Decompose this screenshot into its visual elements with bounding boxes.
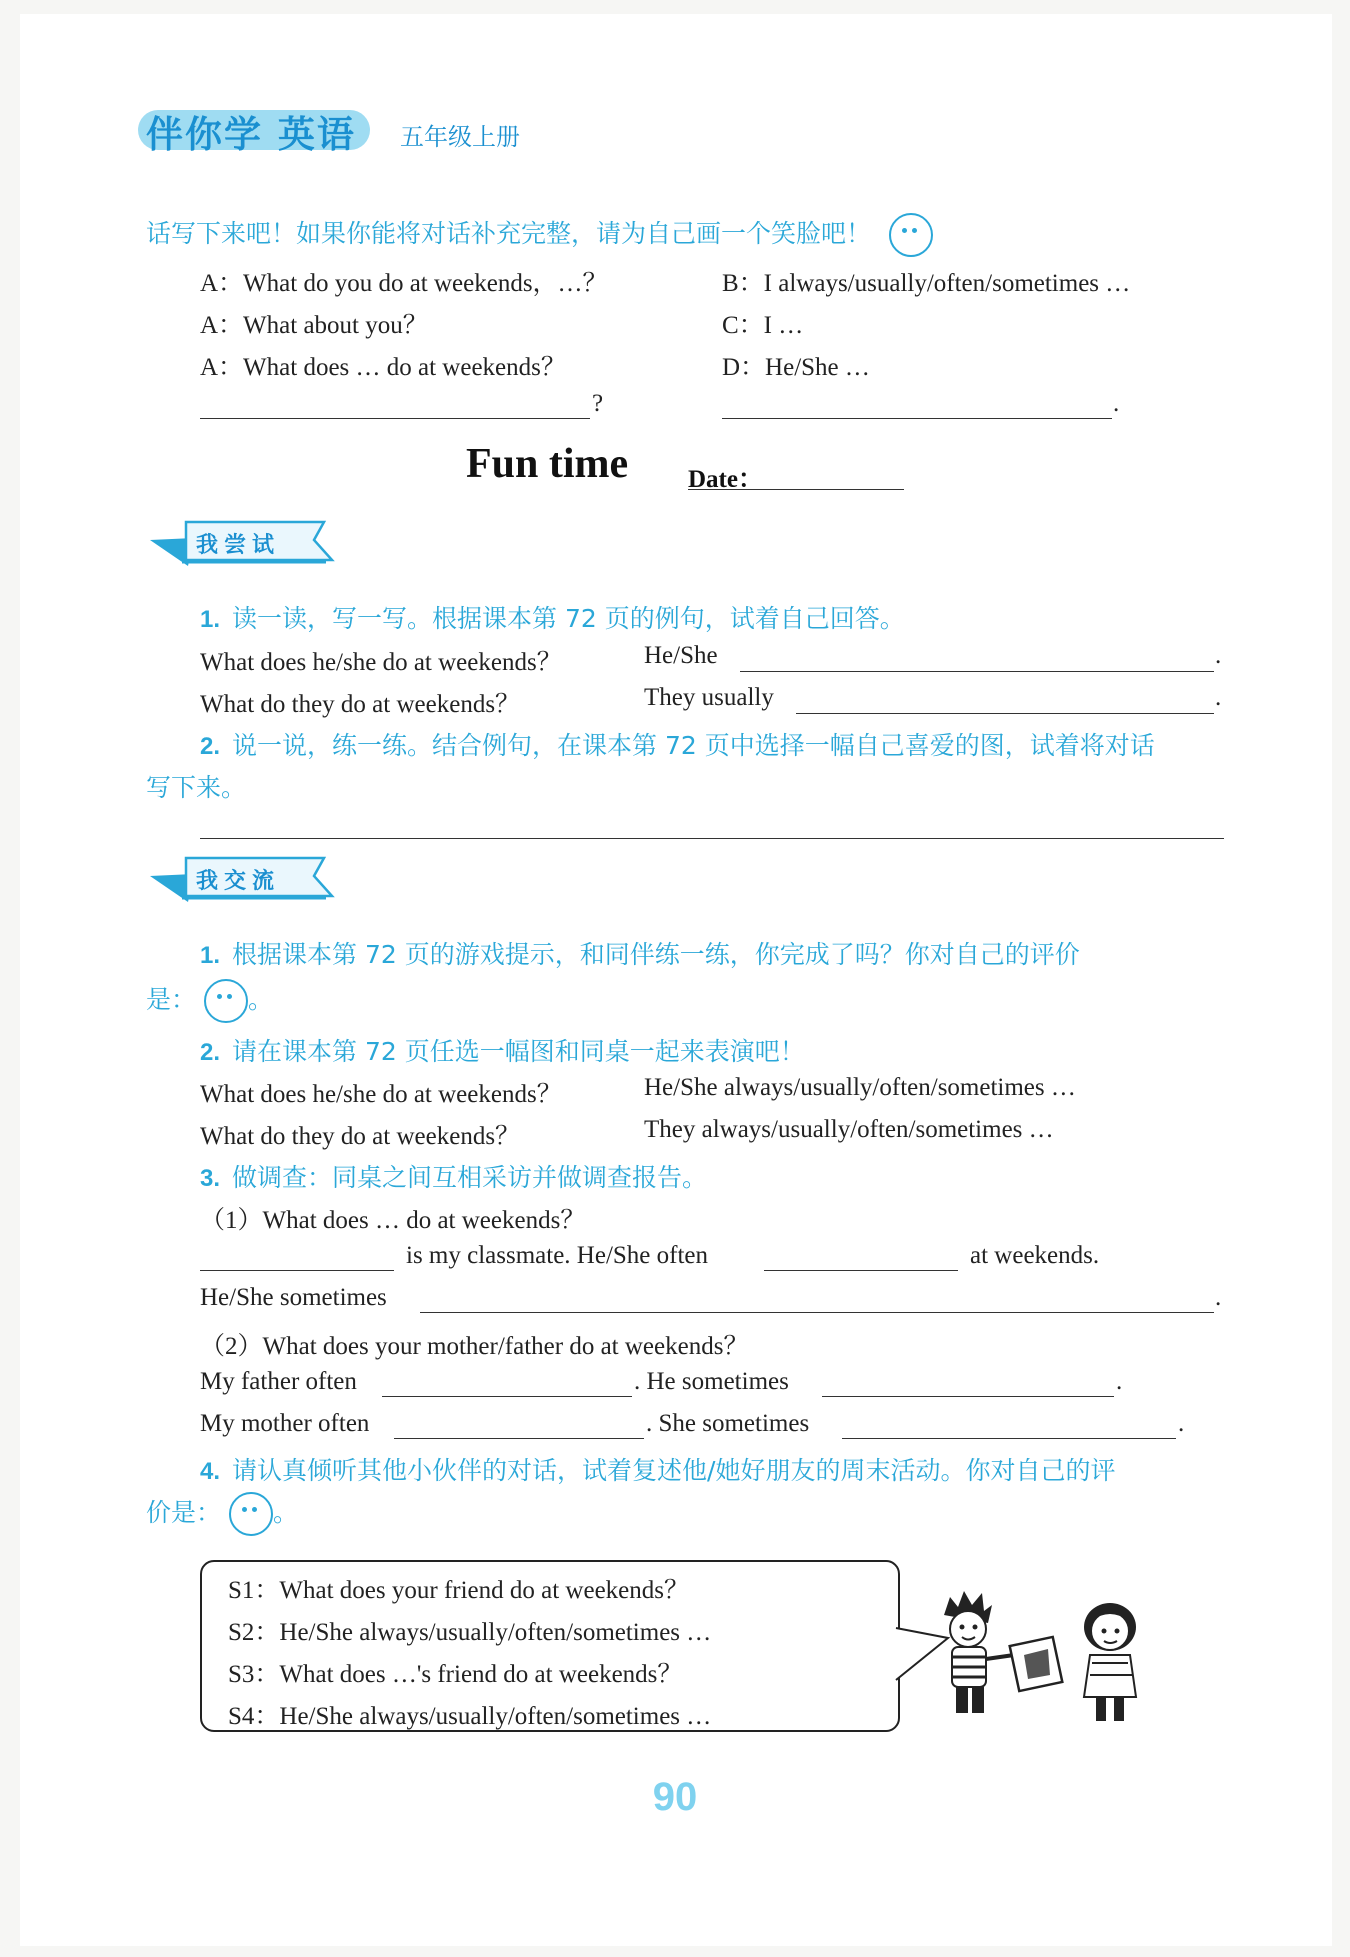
prompt-question: What do they do at weekends？ — [200, 1123, 521, 1150]
dialogue-line: A：What does … do at weekends？ — [200, 354, 566, 381]
question-number: 2. — [200, 733, 221, 760]
speech-line: S1：What does your friend do at weekends？ — [228, 1577, 689, 1604]
intro-instruction: 话写下来吧！如果你能将对话补充完整，请为自己画一个笑脸吧！ — [146, 219, 872, 248]
answer-blank[interactable] — [822, 1396, 1114, 1397]
prompt-question: What does he/she do at weekends？ — [200, 649, 562, 676]
survey-text: . She sometimes — [646, 1410, 810, 1437]
self-evaluation — [146, 979, 273, 1023]
blank-end-mark: . — [1113, 390, 1120, 417]
answer-blank[interactable] — [420, 1312, 1214, 1313]
question-number: 4. — [200, 1458, 221, 1485]
dialogue-line: A：What about you？ — [200, 312, 428, 339]
section-badge — [146, 852, 346, 912]
question-3 — [200, 1158, 707, 1194]
speech-line: S2：He/She always/usually/often/sometimes … — [228, 1619, 712, 1646]
grade-label: 五年级上册 — [400, 123, 520, 151]
question-text: 根据课本第 72 页的游戏提示，和同伴练一练，你完成了吗？你对自己的评价 — [232, 940, 1080, 969]
question-2 — [200, 726, 1155, 762]
period: . — [1215, 1284, 1222, 1311]
answer-blank[interactable] — [394, 1438, 644, 1439]
boy-figure — [944, 1591, 1014, 1713]
punctuation: 。 — [247, 985, 273, 1014]
brand-logo — [146, 104, 356, 158]
answer-blank[interactable] — [764, 1270, 958, 1271]
speech-bubble — [200, 1560, 900, 1732]
period: . — [1116, 1368, 1123, 1395]
question-text: 请认真倾听其他小伙伴的对话，试着复述他/她好朋友的周末活动。你对自己的评 — [232, 1456, 1116, 1485]
survey-text: . He sometimes — [634, 1368, 789, 1395]
question-1 — [200, 599, 905, 635]
prompt-answer: They usually — [644, 684, 774, 711]
section-badge — [146, 516, 346, 576]
answer-blank[interactable] — [382, 1396, 632, 1397]
period: . — [1215, 684, 1222, 711]
prompt-question: What does he/she do at weekends？ — [200, 1081, 562, 1108]
dialogue-line: A：What do you do at weekends，…？ — [200, 270, 608, 297]
question-number: 3. — [200, 1165, 221, 1192]
blank-end-mark: ? — [592, 390, 604, 417]
question-4 — [200, 1451, 1115, 1487]
smiley-face-icon — [889, 213, 933, 257]
answer-blank[interactable] — [796, 713, 1214, 714]
answer-blank[interactable] — [200, 1270, 394, 1271]
dialogue-line: B：I always/usually/often/sometimes … — [722, 270, 1131, 297]
answer-blank[interactable] — [842, 1438, 1176, 1439]
prompt-answer: They always/usually/often/sometimes … — [644, 1116, 1054, 1143]
section-title: Fun time — [466, 441, 629, 487]
question-text: 读一读，写一写。根据课本第 72 页的例句，试着自己回答。 — [232, 604, 905, 633]
answer-blank[interactable] — [200, 418, 590, 419]
dialogue-line: D：He/She … — [722, 354, 870, 381]
question-text-cont: 是： — [146, 985, 197, 1014]
girl-figure — [1084, 1603, 1136, 1721]
question-text-cont: 价是： — [146, 1498, 222, 1527]
children-illustration — [930, 1585, 1170, 1735]
page-number: 90 — [652, 1775, 698, 1819]
survey-text: is my classmate. He/She often — [406, 1242, 709, 1269]
period: . — [1215, 642, 1222, 669]
period: . — [1178, 1410, 1185, 1437]
question-number: 2. — [200, 1039, 221, 1066]
intro-text — [146, 213, 933, 257]
answer-blank[interactable] — [740, 671, 1214, 672]
question-number: 1. — [200, 942, 221, 969]
question-text: 请在课本第 72 页任选一幅图和同桌一起来表演吧！ — [232, 1037, 805, 1066]
question-text-cont: 写下来。 — [146, 773, 247, 802]
question-2 — [200, 1032, 805, 1068]
smiley-face-icon[interactable] — [229, 1492, 273, 1536]
picture-card — [1010, 1637, 1063, 1691]
date-blank[interactable] — [688, 489, 904, 490]
survey-text: at weekends. — [970, 1242, 1100, 1269]
survey-part-2-label: （2）What does your mother/father do at weekends？ — [200, 1333, 749, 1360]
badge-label: 我交流 — [196, 869, 281, 894]
prompt-answer: He/She — [644, 642, 718, 669]
question-number: 1. — [200, 606, 221, 633]
self-evaluation — [146, 1492, 298, 1536]
punctuation: 。 — [272, 1498, 298, 1527]
prompt-answer: He/She always/usually/often/sometimes … — [644, 1074, 1076, 1101]
answer-blank[interactable] — [200, 838, 1224, 839]
survey-text: My mother often — [200, 1410, 370, 1437]
survey-text: My father often — [200, 1368, 357, 1395]
smiley-face-icon[interactable] — [204, 979, 248, 1023]
date-label: Date： — [688, 466, 763, 493]
question-text: 做调查：同桌之间互相采访并做调查报告。 — [232, 1163, 708, 1192]
prompt-question: What do they do at weekends？ — [200, 691, 521, 718]
speech-line: S4：He/She always/usually/often/sometimes … — [228, 1703, 712, 1730]
speech-line: S3：What does …'s friend do at weekends？ — [228, 1661, 683, 1688]
dialogue-line: C：I … — [722, 312, 804, 339]
badge-label: 我尝试 — [196, 533, 281, 558]
survey-text: He/She sometimes — [200, 1284, 387, 1311]
answer-blank[interactable] — [722, 418, 1112, 419]
question-text: 说一说，练一练。结合例句，在课本第 72 页中选择一幅自己喜爱的图，试着将对话 — [232, 731, 1155, 760]
brand-title: 伴你学 英语 — [146, 113, 356, 156]
survey-part-1-label: （1）What does … do at weekends？ — [200, 1207, 586, 1234]
question-1 — [200, 935, 1080, 971]
